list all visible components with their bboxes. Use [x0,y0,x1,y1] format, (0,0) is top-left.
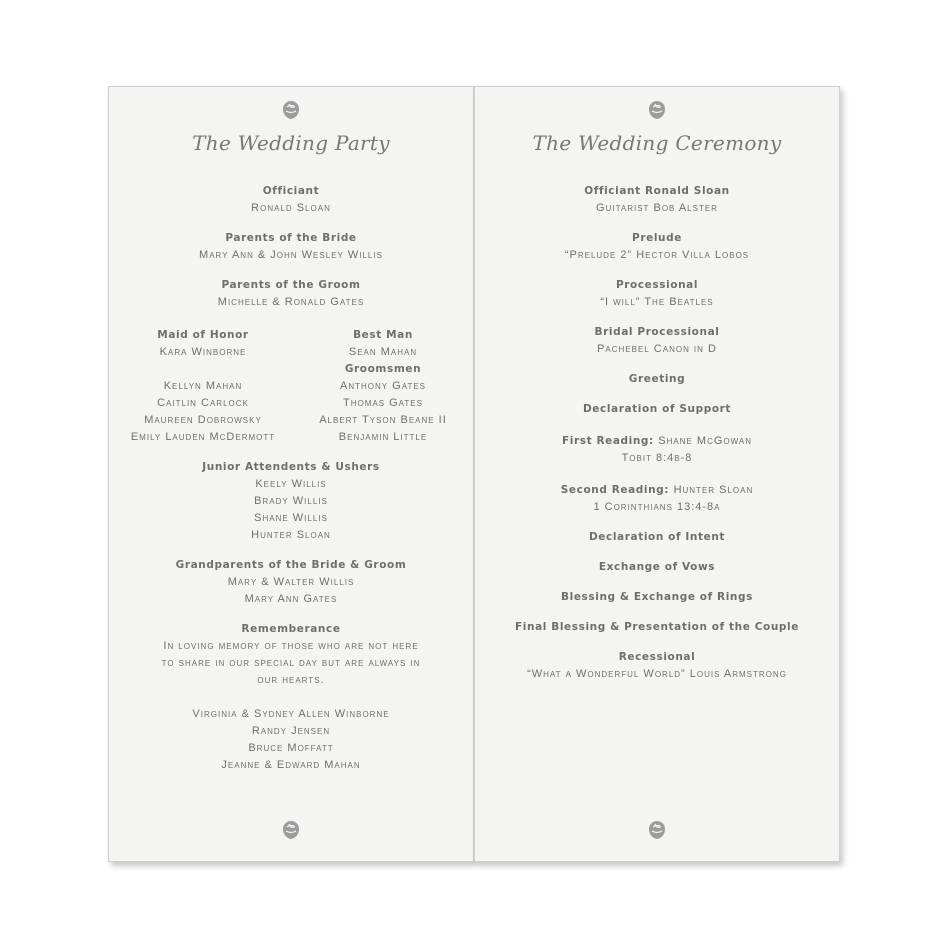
bridal-processional-text: Pachebel Canon in D [597,343,717,355]
bridal-processional-heading: Bridal Processional [594,326,720,338]
rose-icon [280,819,302,841]
wedding-party-panel [108,86,474,862]
maid-of-honor-name: Kara Winborne [159,346,247,358]
grandparents-name: Mary & Walter Willis [227,576,355,588]
final-blessing-heading: Final Blessing & Presentation of the Couple [515,621,799,633]
groomsmen-heading: Groomsmen [344,363,422,375]
prelude-text: “Prelude 2” Hector Villa Lobos [564,249,750,261]
officiant-heading: Officiant [262,185,320,197]
groomsman: Thomas Gates [343,397,423,409]
second-reading-reader: Hunter Sloan [673,484,754,496]
recessional-text: “What a Wonderful World” Louis Armstrong [527,668,787,680]
remembrance-name: Virginia & Sydney Allen Winborne [192,708,390,720]
first-reading-heading: First Reading: [561,435,654,447]
processional-text: “I will” The Beatles [600,296,714,308]
vows-heading: Exchange of Vows [598,561,716,573]
best-man-heading: Best Man [353,329,413,341]
best-man-name: Sean Mahan [348,346,418,358]
junior-attendant: Keely Willis [255,478,327,490]
maid-of-honor-heading: Maid of Honor [157,329,249,341]
remembrance-heading: Rememberance [241,623,341,635]
bridesmaid: Maureen Dobrowsky [144,414,262,426]
declaration-support-heading: Declaration of Support [582,403,732,415]
remembrance-text: our hearts. [257,674,325,686]
junior-attendant: Hunter Sloan [251,529,331,541]
officiant-name: Ronald Sloan [251,202,331,214]
rose-icon [646,99,668,121]
first-reading-reader: Shane McGowan [658,435,753,447]
remembrance-text: to share in our special day but are always in [161,657,421,669]
groomsman: Benjamin Little [338,431,428,443]
first-reading-text: Tobit 8:4b-8 [621,452,693,464]
second-reading-heading: Second Reading: [560,484,670,496]
bridesmaid: Caitlin Carlock [157,397,249,409]
grandparents-name: Mary Ann Gates [244,593,338,605]
junior-attendants-heading: Junior Attendents & Ushers [202,461,380,473]
bride-parents-names: Mary Ann & John Wesley Willis [199,249,383,261]
page-title: The Wedding Party [192,131,390,155]
greeting-heading: Greeting [628,373,686,385]
junior-attendant: Brady Willis [254,495,328,507]
rose-icon [280,99,302,121]
remembrance-name: Randy Jensen [251,725,331,737]
bride-parents-heading: Parents of the Bride [225,232,357,244]
rose-icon [646,819,668,841]
bridesmaid: Kellyn Mahan [163,380,243,392]
groom-parents-heading: Parents of the Groom [221,279,361,291]
groomsman: Anthony Gates [339,380,427,392]
declaration-intent-heading: Declaration of Intent [588,531,726,543]
remembrance-name: Jeanne & Edward Mahan [221,759,361,771]
wedding-ceremony-panel [474,86,840,862]
bridesmaid: Emily Lauden McDermott [130,431,276,443]
officiant-heading: Officiant Ronald Sloan [584,185,730,197]
processional-heading: Processional [615,279,699,291]
grandparents-heading: Grandparents of the Bride & Groom [175,559,407,571]
junior-attendant: Shane Willis [254,512,328,524]
recessional-heading: Recessional [618,651,696,663]
ceremony-title: The Wedding Ceremony [532,131,782,155]
groomsman: Albert Tyson Beane II [319,414,447,426]
remembrance-text: In loving memory of those who are not here [163,640,419,652]
prelude-heading: Prelude [632,232,682,244]
groom-parents-names: Michelle & Ronald Gates [217,296,365,308]
guitarist-text: Guitarist Bob Alster [596,202,718,214]
rings-heading: Blessing & Exchange of Rings [561,591,753,603]
remembrance-name: Bruce Moffatt [248,742,334,754]
second-reading-text: 1 Corinthians 13:4-8a [593,501,721,513]
